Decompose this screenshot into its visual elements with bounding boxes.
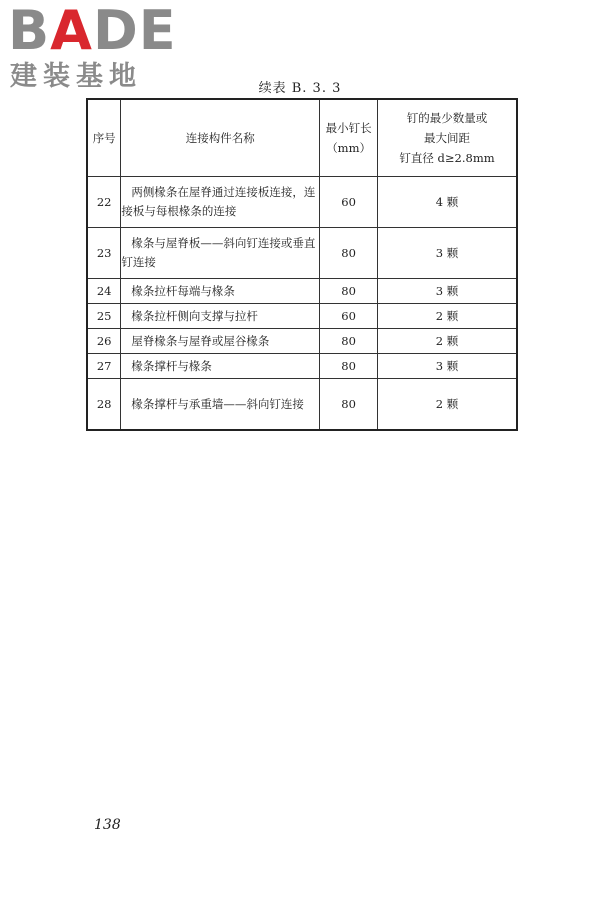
page-number: 138 bbox=[94, 817, 121, 833]
cell-no: 24 bbox=[87, 279, 121, 304]
cell-length: 80 bbox=[320, 228, 378, 279]
logo-letter-a: A bbox=[50, 0, 93, 62]
cell-name bbox=[121, 304, 320, 329]
cell-name bbox=[121, 228, 320, 279]
cell-quantity: 2 颗 bbox=[378, 379, 517, 431]
table-row bbox=[87, 329, 517, 354]
header-qty-line1: 钉的最少数量或 bbox=[406, 111, 488, 125]
cell-length: 80 bbox=[320, 329, 378, 354]
cell-no: 28 bbox=[87, 379, 121, 431]
header-no: 序号 bbox=[87, 99, 121, 177]
cell-no: 25 bbox=[87, 304, 121, 329]
cell-no: 23 bbox=[87, 228, 121, 279]
table-row bbox=[87, 177, 517, 228]
table-row bbox=[87, 228, 517, 279]
cell-name-text: 两侧椽条在屋脊通过连接板连接，连接板与每根椽条的连接 bbox=[121, 185, 316, 218]
table-row bbox=[87, 304, 517, 329]
cell-name-text: 屋脊椽条与屋脊或屋谷椽条 bbox=[131, 333, 270, 348]
cell-name-text: 椽条拉杆每端与椽条 bbox=[131, 283, 235, 298]
logo-letters-de: DE bbox=[92, 0, 177, 62]
cell-name bbox=[121, 329, 320, 354]
cell-length: 60 bbox=[320, 177, 378, 228]
cell-quantity: 2 颗 bbox=[378, 329, 517, 354]
cell-name bbox=[121, 177, 320, 228]
cell-name bbox=[121, 279, 320, 304]
header-min-length-line1: 最小钉长 bbox=[325, 121, 372, 135]
logo-letter-b: B bbox=[8, 0, 51, 62]
cell-no: 26 bbox=[87, 329, 121, 354]
cell-length: 80 bbox=[320, 379, 378, 431]
nail-spec-table bbox=[86, 98, 518, 431]
cell-quantity: 3 颗 bbox=[378, 354, 517, 379]
cell-no: 22 bbox=[87, 177, 121, 228]
cell-length: 60 bbox=[320, 304, 378, 329]
cell-name bbox=[121, 379, 320, 431]
table-row bbox=[87, 354, 517, 379]
cell-name-text: 椽条拉杆侧向支撑与拉杆 bbox=[131, 308, 258, 323]
table-row bbox=[87, 379, 517, 431]
cell-quantity: 3 颗 bbox=[378, 279, 517, 304]
header-qty-line2: 最大间距 bbox=[424, 131, 471, 145]
header-min-quantity bbox=[378, 99, 517, 177]
cell-name-text: 椽条与屋脊板——斜向钉连接或垂直钉连接 bbox=[121, 236, 316, 269]
header-qty-line3: 钉直径 d≥2.8mm bbox=[399, 151, 495, 165]
cell-quantity: 3 颗 bbox=[378, 228, 517, 279]
cell-quantity: 4 颗 bbox=[378, 177, 517, 228]
header-name: 连接构件名称 bbox=[121, 99, 320, 177]
logo-wordmark bbox=[8, 0, 177, 62]
cell-name bbox=[121, 354, 320, 379]
header-min-length-line2: （mm） bbox=[326, 141, 371, 155]
logo-subtitle: 建装基地 bbox=[10, 61, 142, 92]
cell-name-text: 椽条撑杆与承重墙——斜向钉连接 bbox=[131, 396, 304, 411]
cell-name-text: 椽条撑杆与椽条 bbox=[131, 358, 212, 373]
header-min-length bbox=[320, 99, 378, 177]
table-caption: 续表 B. 3. 3 bbox=[258, 81, 342, 96]
cell-no: 27 bbox=[87, 354, 121, 379]
cell-quantity: 2 颗 bbox=[378, 304, 517, 329]
cell-length: 80 bbox=[320, 354, 378, 379]
table-header-row bbox=[87, 99, 517, 177]
table-row bbox=[87, 279, 517, 304]
cell-length: 80 bbox=[320, 279, 378, 304]
